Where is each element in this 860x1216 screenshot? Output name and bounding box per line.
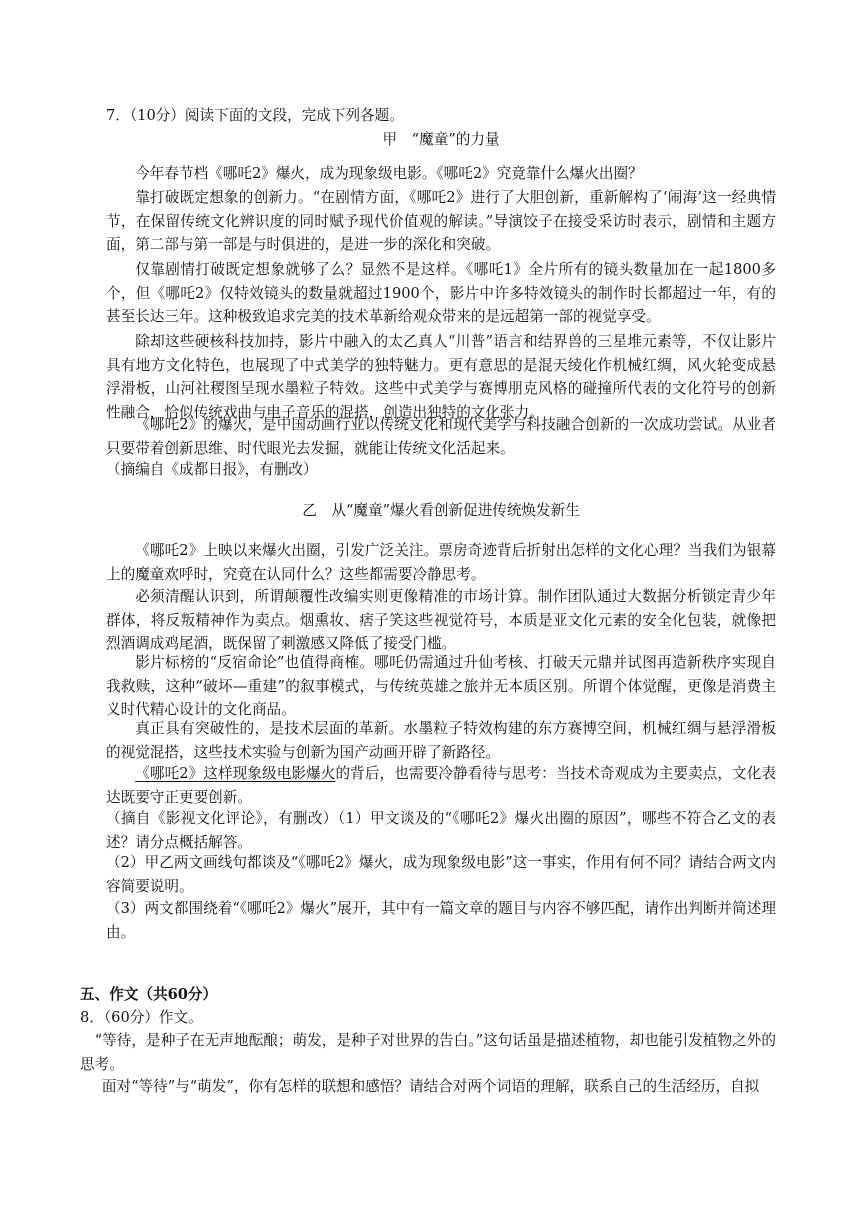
jia-paragraph-5: 《哪吒2》的爆火，是中国动画行业以传统文化和现代美学与科技融合创新的一次成功尝试。从业者只要带着创新思维、时代眼光去发掘，就能让传统文化活起来。 [106,416,776,457]
essay-prompt-instruction: 面对“等待”与“萌发”，你有怎样的联想和感悟？请结合对两个词语的理解，联系自己的生活经历，自拟 [101,1078,760,1095]
yi-paragraph-5 [106,762,776,809]
underlined-sentence: 《哪吒2》这样现象级电影爆火 [135,765,336,782]
yi-paragraph-4: 真正具有突破性的，是技术层面的革新。水墨粒子特效构建的东方赛博空间，机械红绸与悬浮滑板的视觉混搭，这些技术实验与创新为国产动画开辟了新路径。 [106,720,776,761]
passage-jia-title: 甲 “魔童”的力量 [382,131,500,148]
question-8-title: 8．（60分）作文。 [80,1009,203,1026]
yi-paragraph-3: 影片标榜的“反宿命论”也值得商榷。哪吒仍需通过升仙考核、打破天元鼎并试图再造新秩序实现自我救赎，这种“破坏—重建”的叙事模式，与传统英雄之旅并无本质区别。所谓个体觉醒，更像是消费主义时代精心设计的文化商品。 [106,654,776,719]
question-7-intro: 7．（10分）阅读下面的文段，完成下列各题。 [106,107,404,124]
yi-paragraph-5-rest: 的背后，也需要冷静看待与思考：当技术奇观成为主要卖点，文化表达既要守正更要创新。 [106,765,776,806]
section-5-heading: 五、作文（共60分） [80,986,218,1003]
jia-paragraph-4: 除却这些硬核科技加持，影片中融入的太乙真人“川普”语言和结界兽的三星堆元素等，不仅让影片具有地方文化特色，也展现了中式美学的独特魅力。更有意思的是混天绫化作机械红绸，风火轮变成悬浮滑板，山河社稷图呈现水墨粒子特效。这些中式美学与赛博朋克风格的碰撞所代表的文化符号的创新性融合，恰似传统戏曲与电子音乐的混搭，创造出独特的文化张力。 [106,333,776,421]
essay-prompt-quote: “等待，是种子在无声地酝酿；萌发，是种子对世界的告白。”这句话虽是描述植物，却也能引发植物之外的思考。 [80,1032,776,1073]
jia-paragraph-3: 仅靠剧情打破既定想象就够了么？显然不是这样。《哪吒1》全片所有的镜头数量加在一起1800多个，但《哪吒2》仅特效镜头的数量就超过1900个，影片中许多特效镜头的制作时长都超过一年，有的甚至长达三年。这种极致追求完美的技术革新给观众带来的是远超第一部的视觉享受。 [106,261,776,326]
jia-paragraph-2: 靠打破既定想象的创新力。“在剧情方面，《哪吒2》进行了大胆创新，重新解构了‘闹海’这一经典情节，在保留传统文化辨识度的同时赋予现代价值观的解读。”导演饺子在接受采访时表示，剧情和主题方面，第二部与第一部是与时俱进的，是进一步的深化和突破。 [106,189,776,254]
yi-paragraph-1: 《哪吒2》上映以来爆火出圈，引发广泛关注。票房奇迹背后折射出怎样的文化心理？当我们为银幕上的魔童欢呼时，究竟在认同什么？这些都需要冷静思考。 [106,542,776,583]
yi-paragraph-2: 必须清醒认识到，所谓颠覆性改编实则更像精准的市场计算。制作团队通过大数据分析锁定青少年群体，将反叛精神作为卖点。烟熏妆、痞子笑这些视觉符号，本质是亚文化元素的安全化包装，就像把烈酒调成鸡尾酒，既保留了刺激感又降低了接受门槛。 [106,588,776,653]
passage-yi-title: 乙 从“魔童”爆火看创新促进传统焕发新生 [302,502,580,519]
jia-paragraph-1: 今年春节档《哪吒2》爆火，成为现象级电影。《哪吒2》究竟靠什么爆火出圈？ [135,165,643,182]
yi-source-and-question-1: （摘自《影视文化评论》，有删改）（1）甲文谈及的“《哪吒2》爆火出圈的原因”，哪些不符合乙文的表述？请分点概括解答。 [106,810,776,851]
question-7-2: （2）甲乙两文画线句都谈及“《哪吒2》爆火，成为现象级电影”这一事实，作用有何不同？请结合两文内容简要说明。 [106,854,776,895]
question-7-3: （3）两文都围绕着“《哪吒2》爆火”展开，其中有一篇文章的题目与内容不够匹配，请作出判断并简述理由。 [106,900,776,941]
jia-source: （摘编自《成都日报》，有删改） [106,461,318,478]
